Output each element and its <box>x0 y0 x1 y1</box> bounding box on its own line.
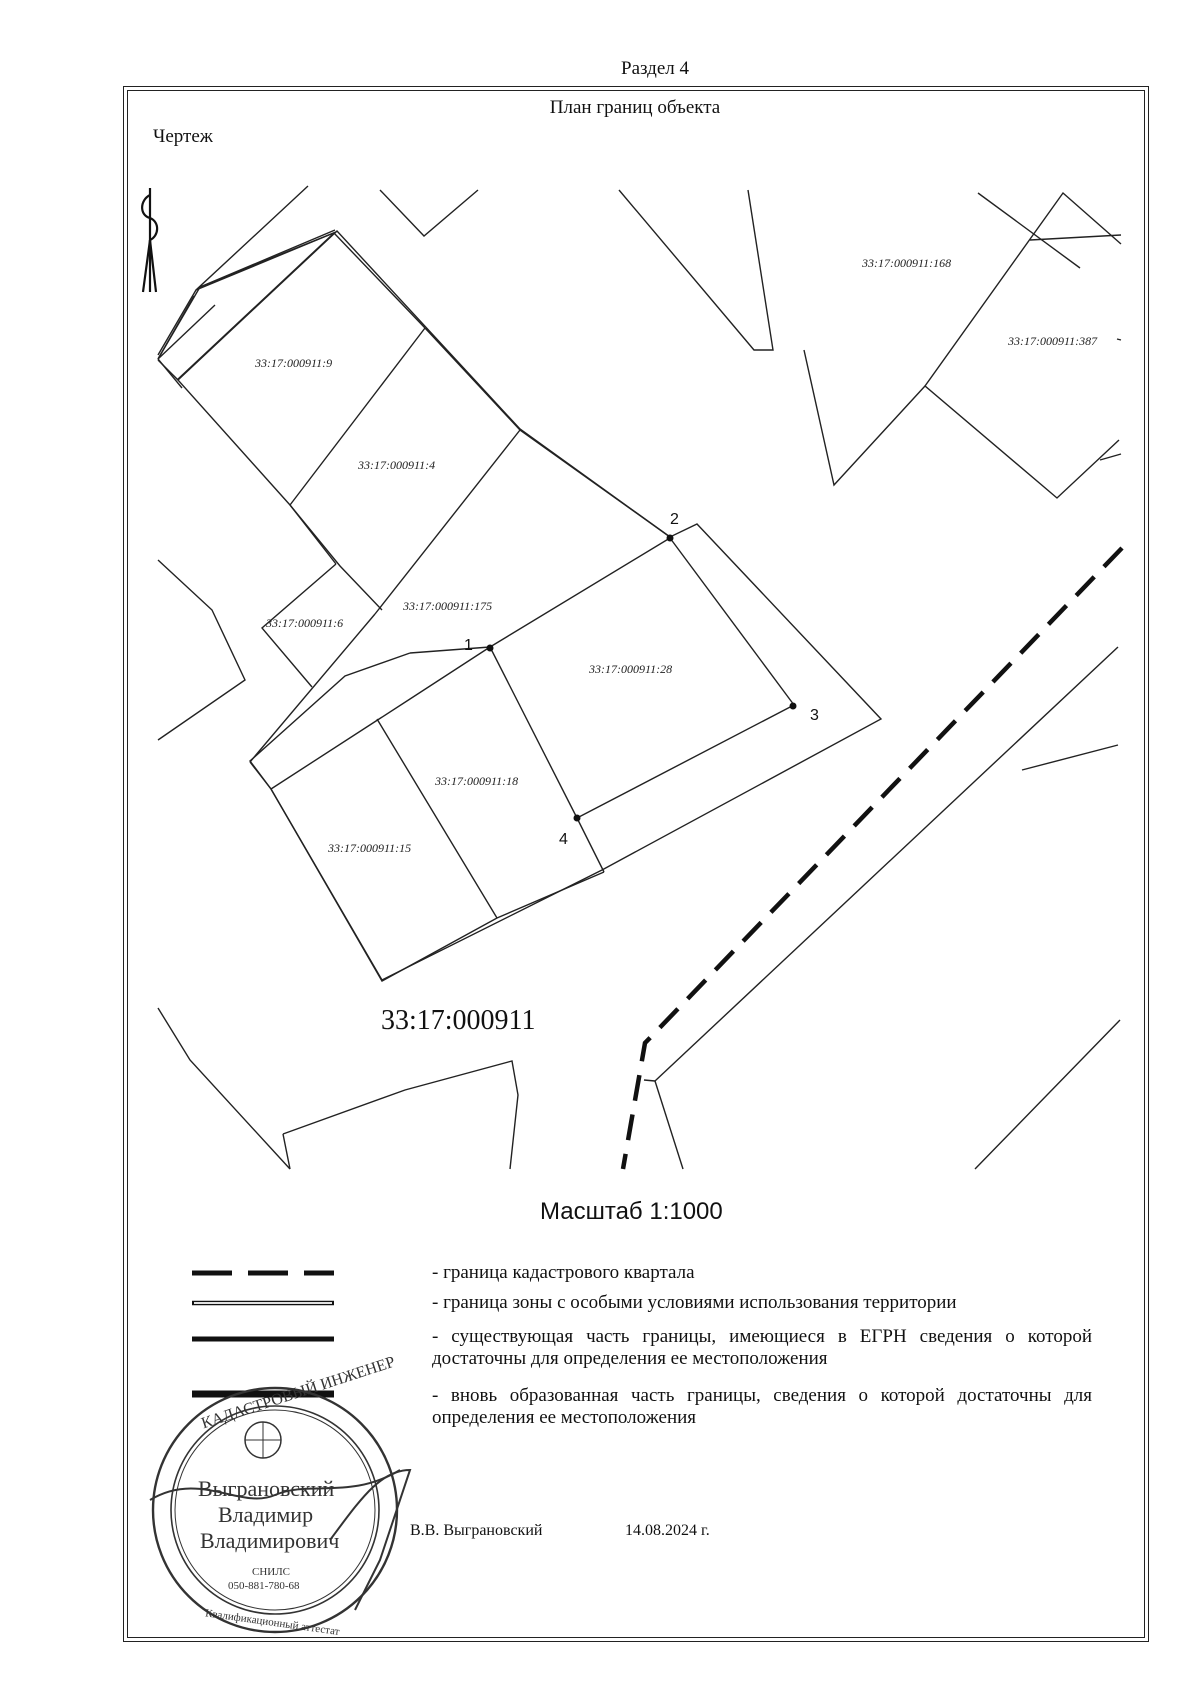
legend-quarter-boundary-text: - граница кадастрового квартала <box>432 1262 695 1283</box>
north-arrow-icon <box>142 188 157 292</box>
parcel-label: 33:17:000911:168 <box>862 256 952 270</box>
legend-new-boundary-text: - вновь образованная часть границы, сведения о которой достаточны для определения ее местоположения <box>432 1385 1092 1428</box>
stamp-snils: 050-881-780-68 <box>228 1580 300 1592</box>
stamp-title: КАДАСТРОВЫЙ ИНЖЕНЕР <box>199 1353 398 1433</box>
point-label: 3 <box>810 707 819 724</box>
parcel-label: 33:17:000911:4 <box>358 458 436 472</box>
point-label: 1 <box>464 637 473 654</box>
stamp-snils-label: СНИЛС <box>252 1566 291 1578</box>
stamp-line1: Выграновский <box>198 1476 335 1501</box>
boundary-point-2 <box>667 535 674 542</box>
boundary-point-3 <box>790 703 797 710</box>
parcel-label: 33:17:000911:387 <box>1008 334 1098 348</box>
stamp-line3: Владимирович <box>200 1528 340 1553</box>
boundary-point-1 <box>487 645 494 652</box>
plan-title: План границ объекта <box>549 97 721 118</box>
parcel-label: 33:17:000911:15 <box>328 841 412 855</box>
signature-date: 14.08.2024 г. <box>625 1522 710 1539</box>
parcel-boundaries <box>158 186 1121 1169</box>
parcel-label: 33:17:000911:175 <box>403 599 493 613</box>
parcel-label: 33:17:000911:9 <box>255 356 333 370</box>
parcel-label: 33:17:000911:18 <box>435 774 519 788</box>
stamp-bottom-text: Квалификационный аттестат <box>204 1607 341 1639</box>
quarter-boundary-dashed <box>623 548 1122 1169</box>
stamp-line2: Владимир <box>218 1502 314 1527</box>
parcel-boundary <box>158 360 382 610</box>
scale-label: Масштаб 1:1000 <box>540 1198 723 1225</box>
point-label: 4 <box>559 831 568 848</box>
parcel-label: 33:17:000911:6 <box>266 616 344 630</box>
legend-zone-boundary-text: - граница зоны с особыми условиями использования территории <box>432 1292 957 1313</box>
parcel-boundary <box>178 231 881 980</box>
parcel-label: 33:17:000911:28 <box>589 662 673 676</box>
legend-existing-boundary-text: - существующая часть границы, имеющиеся в ЕГРН сведения о которой достаточны для определения ее местоположения <box>432 1326 1092 1369</box>
signer-name: В.В. Выграновский <box>410 1522 543 1539</box>
drawing-label: Чертеж <box>153 126 213 147</box>
point-label: 2 <box>670 511 679 528</box>
quarter-number: 33:17:000911 <box>381 1005 536 1036</box>
section-title: Раздел 4 <box>621 58 689 79</box>
boundary-point-4 <box>574 815 581 822</box>
